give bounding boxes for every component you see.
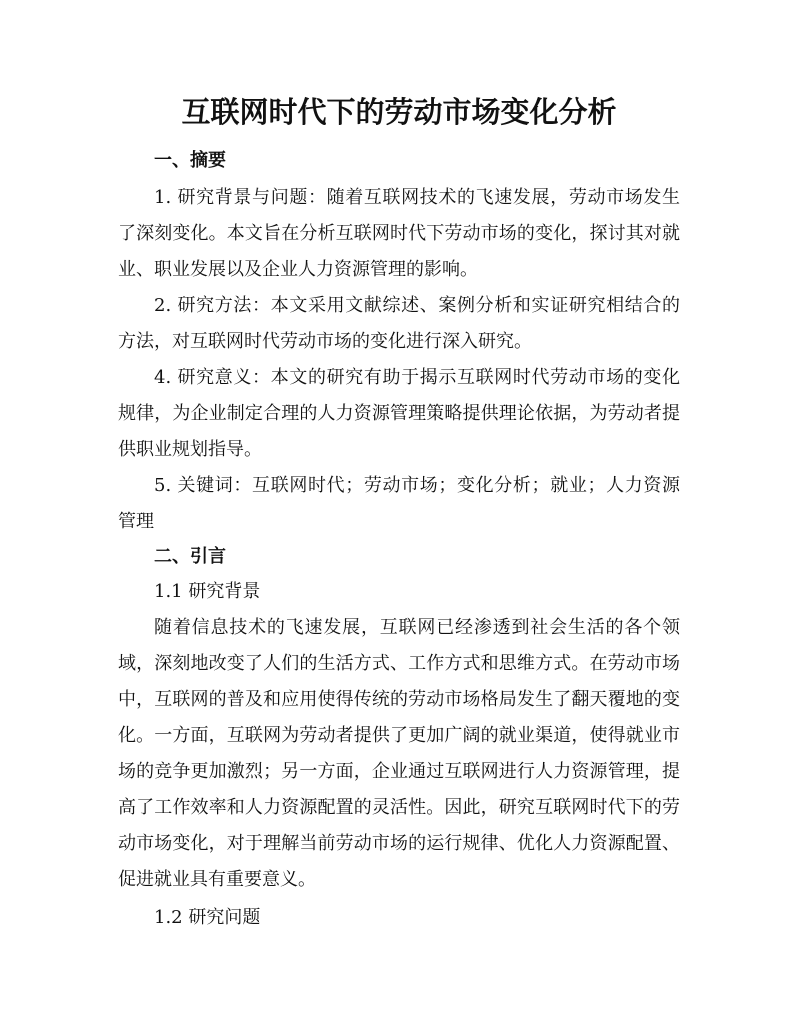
abstract-paragraph-significance: 4. 研究意义：本文的研究有助于揭示互联网时代劳动市场的变化规律，为企业制定合理的人力资源管理策略提供理论依据，为劳动者提供职业规划指导。 xyxy=(118,367,680,460)
introduction-paragraph: 随着信息技术的飞速发展，互联网已经渗透到社会生活的各个领域，深刻地改变了人们的生活方式、工作方式和思维方式。在劳动市场中，互联网的普及和应用使得传统的劳动市场格局发生了翻天覆地的变化。一方面，互联网为劳动者提供了更加广阔的就业渠道，使得就业市场的竞争更加激烈；另一方面，企业通过互联网进行人力资源管理，提高了工作效率和人力资源配置的灵活性。因此，研究互联网时代下的劳动市场变化，对于理解当前劳动市场的运行规律、优化人力资源配置、促进就业具有重要意义。 xyxy=(118,617,680,890)
subsection-heading-questions: 1.2 研究问题 xyxy=(154,907,261,928)
document-title: 互联网时代下的劳动市场变化分析 xyxy=(181,95,617,129)
subsection-heading-background: 1.1 研究背景 xyxy=(154,581,261,602)
abstract-paragraph-method: 2. 研究方法：本文采用文献综述、案例分析和实证研究相结合的方法，对互联网时代劳动市场的变化进行深入研究。 xyxy=(118,295,680,352)
section-heading-introduction: 二、引言 xyxy=(154,546,226,567)
abstract-paragraph-background: 1. 研究背景与问题：随着互联网技术的飞速发展，劳动市场发生了深刻变化。本文旨在分析互联网时代下劳动市场的变化，探讨其对就业、职业发展以及企业人力资源管理的影响。 xyxy=(118,187,680,280)
section-heading-abstract: 一、摘要 xyxy=(154,150,226,171)
abstract-paragraph-keywords: 5. 关键词：互联网时代；劳动市场；变化分析；就业；人力资源管理 xyxy=(118,475,680,532)
